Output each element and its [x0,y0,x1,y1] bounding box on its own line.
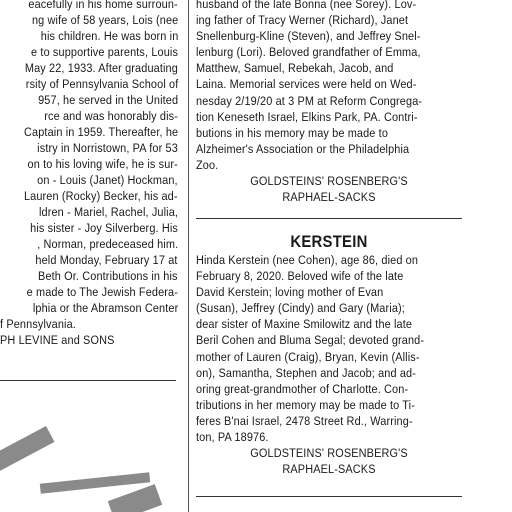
left-obituary-line: Captain in 1959. Thereafter, he [23,125,178,139]
top-obituary-line: Laina. Memorial services were held on Wed- [196,77,417,92]
top-obituary-line: Snellenburg-Kline (Steven), and Jeffrey Snel- [196,29,421,44]
left-obituary-line: ldren - Mariel, Rachel, Julia, [38,205,178,219]
kerstein-obituary-line: David Kerstein; loving mother of Evan [196,285,384,300]
obituary-divider-rule [196,496,462,497]
funeral-home-name: RAPHAEL-SACKS [282,190,376,205]
top-obituary-line: husband of the late Bonna (nee Sorey). Lov- [196,0,417,11]
left-obituary-line: e to supportive parents, Louis [30,45,178,59]
graphic-fragment [108,484,163,512]
kerstein-obituary [196,232,462,477]
left-obituary-line: on to his loving wife, he is sur- [27,157,178,171]
funeral-home-name: GOLDSTEINS' ROSENBERG'S [250,174,408,189]
kerstein-obituary-line: February 8, 2020. Beloved wife of the late [196,269,404,284]
top-obituary-line: butions in his memory may be made to [196,125,389,140]
left-obituary-line: f Pennsylvania. [0,317,76,331]
top-obituary-line: ing father of Tracy Werner (Richard), Janet [196,13,409,28]
left-obituary-line: May 22, 1933. After graduating [24,61,178,75]
top-obituary-line: Zoo. [196,157,219,172]
top-obituary-line: Matthew, Samuel, Rebekah, Jacob, and [196,61,394,76]
left-obituary-column [0,0,180,512]
kerstein-obituary-line: mother of Lauren (Craig), Bryan, Kevin (Allis- [196,349,420,364]
kerstein-obituary-line: feres B'nai Israel, 2478 Street Rd., Warring- [196,413,413,428]
kerstein-obituary-line: dear sister of Maxine Smilowitz and the late [196,317,413,332]
funeral-home-name: GOLDSTEINS' ROSENBERG'S [250,446,408,461]
top-obituary-line: tion Keneseth Israel, Elkins Park, PA. Contri- [196,109,418,124]
kerstein-obituary-line: tributions in her memory may be made to Ti- [196,397,415,412]
kerstein-obituary-line: (Susan), Jeffrey (Cindy) and Gary (Maria); [196,301,405,316]
left-obituary-line: on - Louis (Janet) Hockman, [37,173,178,187]
left-obituary-line: rsity of Pennsylvania School of [25,77,178,91]
kerstein-obituary-line: on), Samantha, Stephen and Jacob; and ad- [196,365,417,380]
graphic-fragment [0,426,54,472]
left-obituary-line: istry in Norristown, PA for 53 [37,141,178,155]
column-divider [188,0,189,512]
left-obituary-line: eacefully in his home surroun- [28,0,178,11]
left-obituary-line: rce and was honorably dis- [44,109,178,123]
obituary-heading: KERSTEIN [290,233,368,251]
kerstein-obituary-line: Hinda Kerstein (nee Cohen), age 86, died on [196,253,419,267]
funeral-home-name: RAPHAEL-SACKS [282,462,376,477]
top-obituary-line: Alzheimer's Association or the Philadelphia [196,141,410,156]
kerstein-obituary-line: oring great-grandmother of Charlotte. Con- [196,381,409,396]
left-divider-rule [0,380,176,381]
left-obituary-line: , Norman, predeceased him. [36,237,178,251]
top-obituary-line: lenburg (Lori). Beloved grandfather of Emma, [196,45,421,60]
kerstein-obituary-line: Beril Cohen and Bluma Segal; devoted grand- [196,333,425,348]
top-obituary [196,0,462,205]
left-obituary-line: ng wife of 58 years, Lois (nee [31,13,178,27]
left-obituary-line: held Monday, February 17 at [35,253,178,267]
left-obituary-line: his sister - Joy Silverberg. His [30,221,178,235]
left-funeral-home: PH LEVINE and SONS [0,333,115,347]
left-obituary-line: e made to The Jewish Federa- [26,285,178,299]
left-obituary-line: 957, he served in the United [37,93,178,107]
obituary-divider-rule [196,218,462,219]
left-obituary-line: lphia or the Abramson Center [32,301,178,315]
left-obituary-line: Lauren (Rocky) Becker, his ad- [24,189,178,203]
left-obituary-line: his children. He was born in [40,29,178,43]
left-obituary-line: Beth Or. Contributions in his [38,269,178,283]
top-obituary-line: nesday 2/19/20 at 3 PM at Reform Congrega- [196,93,423,108]
kerstein-obituary-line: ton, PA 18976. [196,430,269,445]
